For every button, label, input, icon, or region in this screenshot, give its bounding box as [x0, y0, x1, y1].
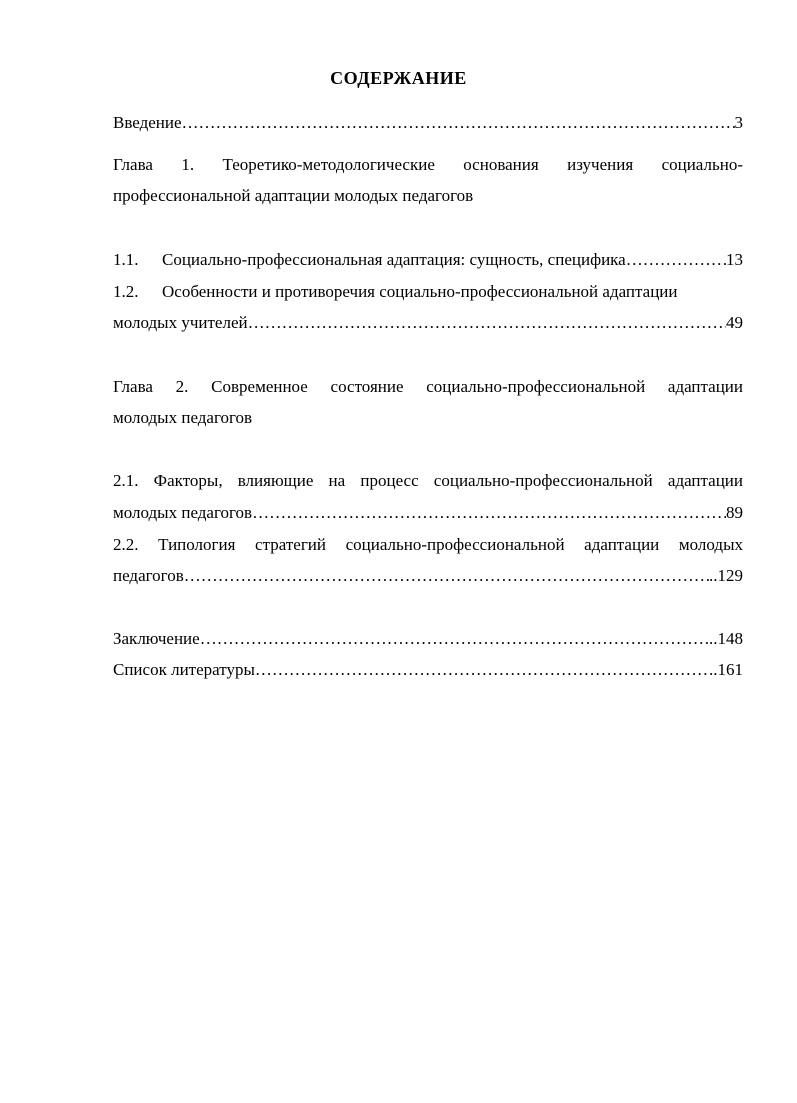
toc-page-number: 49: [726, 313, 743, 332]
toc-chapter-2-line-2[interactable]: молодых педагогов: [113, 408, 253, 427]
toc-chapter-1-line-2[interactable]: профессиональной адаптации молодых педагогов: [113, 186, 474, 205]
toc-leader-dots: [182, 113, 735, 133]
toc-section-number: 1.2.: [113, 282, 139, 301]
toc-section-title: Социально-профессиональная адаптация: сущность, специфика: [162, 250, 626, 269]
toc-page-number: 3: [734, 113, 743, 132]
toc-section-title: Особенности и противоречия социально-профессиональной адаптации: [162, 282, 678, 301]
toc-entry-2-2-line-1[interactable]: 2.2. Типология стратегий социально-профессиональной адаптации молодых: [113, 535, 743, 554]
toc-leader-dots: [626, 250, 726, 270]
toc-page-number: ..161: [709, 660, 743, 679]
toc-entry-conclusion[interactable]: [113, 629, 743, 649]
toc-leader-dots: [200, 629, 709, 649]
toc-leader-dots: [248, 313, 726, 333]
toc-entry-2-1-line-2[interactable]: [113, 503, 743, 523]
toc-entry-label: педагогов: [113, 566, 184, 585]
toc-entry-intro[interactable]: [113, 113, 743, 133]
toc-chapter-2-line-1[interactable]: Глава 2. Современное состояние социально-профессиональной адаптации: [113, 377, 743, 396]
toc-leader-dots: [252, 503, 726, 523]
toc-entry-1-1[interactable]: [113, 250, 743, 270]
toc-entry-2-2-line-2[interactable]: [113, 566, 743, 586]
toc-page-number: 13: [726, 250, 743, 269]
toc-entry-1-2-line-1[interactable]: [113, 282, 743, 302]
toc-page-number: ..148: [709, 629, 743, 648]
toc-leader-dots: [184, 566, 709, 586]
toc-entry-label: Введение: [113, 113, 182, 132]
toc-entry-label: Заключение: [113, 629, 200, 648]
page-title: СОДЕРЖАНИЕ: [330, 68, 467, 88]
toc-entry-label: [113, 250, 626, 270]
toc-page-number: 89: [726, 503, 743, 522]
toc-entry-label: молодых учителей: [113, 313, 248, 332]
toc-section-number: 1.1.: [113, 250, 139, 269]
toc-chapter-1-line-1[interactable]: Глава 1. Теоретико-методологические основания изучения социально-: [113, 155, 743, 174]
toc-entry-references[interactable]: [113, 660, 743, 680]
toc-leader-dots: [255, 660, 709, 680]
toc-entry-label: молодых педагогов: [113, 503, 253, 522]
toc-entry-1-2-line-2[interactable]: [113, 313, 743, 333]
toc-page-number: ..129: [709, 566, 743, 585]
toc-entry-label: Список литературы: [113, 660, 255, 679]
toc-entry-2-1-line-1[interactable]: 2.1. Факторы, влияющие на процесс социально-профессиональной адаптации: [113, 471, 743, 490]
